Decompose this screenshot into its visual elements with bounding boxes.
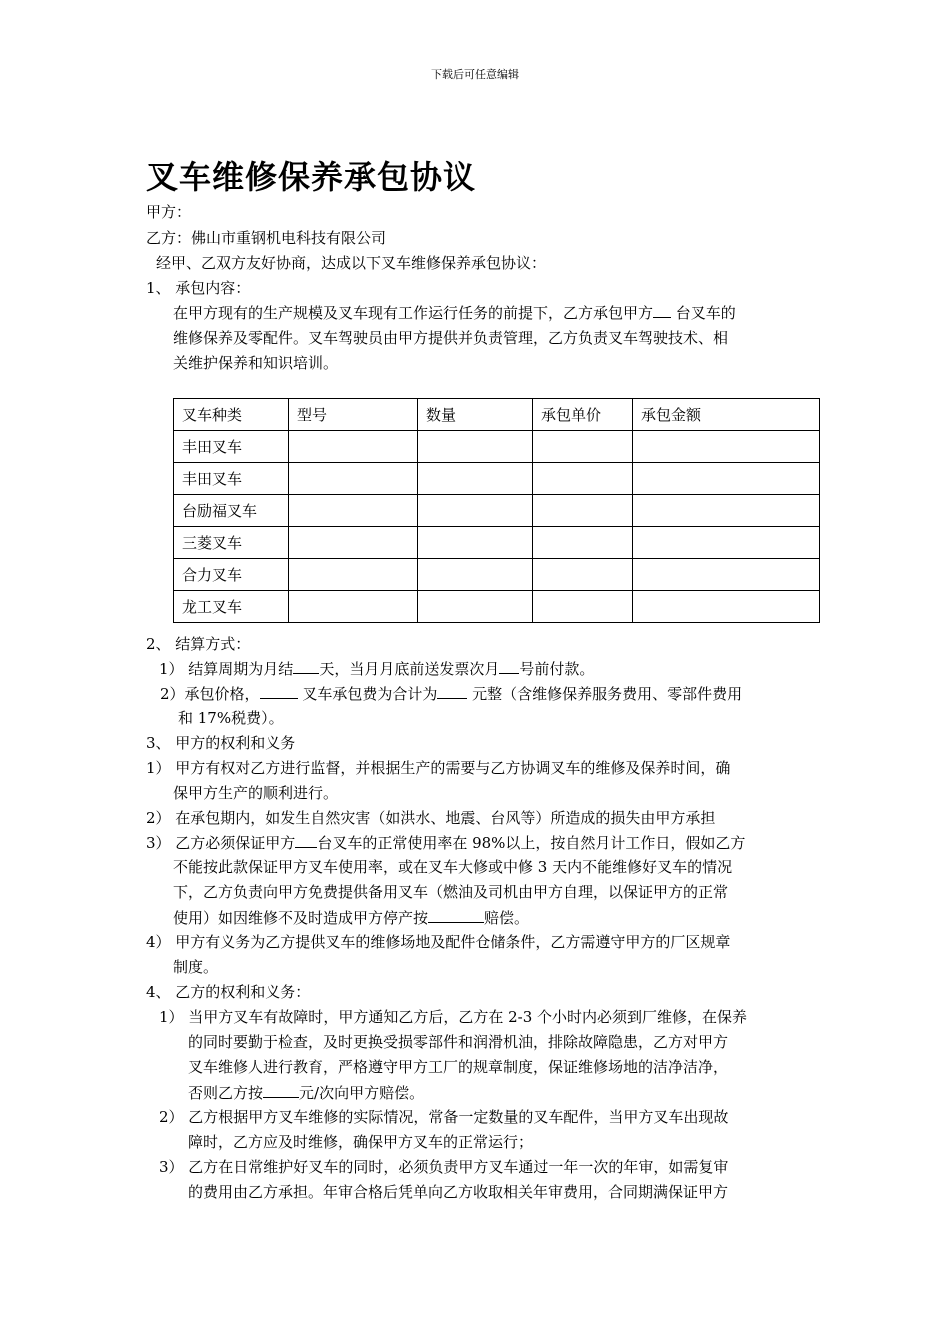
blank-count — [653, 302, 671, 318]
party-b: 乙方：佛山市重钢机电科技有限公司 — [146, 229, 387, 247]
blank-fine — [263, 1082, 299, 1098]
section-4-item-1-line-2: 的同时要勤于检查，及时更换受损零部件和润滑机油，排除故障隐患，乙方对甲方 — [188, 1033, 729, 1051]
table-row — [174, 559, 820, 591]
table-row — [174, 431, 820, 463]
section-3-item-1-cont: 保甲方生产的顺利进行。 — [173, 784, 339, 802]
table-row — [174, 495, 820, 527]
page-header: 下载后可任意编辑 — [431, 68, 519, 81]
table-header-cell: 承包金额 — [633, 399, 820, 431]
table-header-cell: 型号 — [289, 399, 418, 431]
section-4-item-2: 2） 乙方根据甲方叉车维修的实际情况，常备一定数量的叉车配件，当甲方叉车出现故 — [159, 1108, 729, 1126]
section-4-item-2-cont: 障时，乙方应及时维修，确保甲方叉车的正常运行； — [188, 1133, 534, 1151]
table-row — [174, 527, 820, 559]
section-3-item-3-line-2: 不能按此款保证甲方叉车使用率，或在叉车大修或中修 3 天内不能维修好叉车的情况 — [173, 858, 733, 876]
section-2-item-2-cont: 和 17%税费）。 — [178, 709, 284, 727]
section-1-line-3: 关维护保养和知识培训。 — [173, 354, 339, 372]
section-1-heading: 1、 承包内容： — [146, 279, 251, 297]
table-row — [174, 463, 820, 495]
blank-units — [295, 832, 317, 848]
table-cell-type: 台励福叉车 — [174, 495, 289, 527]
section-1-line-2: 维修保养及零配件。叉车驾驶员由甲方提供并负责管理，乙方负责叉车驾驶技术、相 — [173, 329, 729, 347]
table-header-cell: 数量 — [418, 399, 533, 431]
table-header-row — [174, 399, 820, 431]
table-cell-type: 合力叉车 — [174, 559, 289, 591]
section-3-item-2: 2） 在承包期内，如发生自然灾害（如洪水、地震、台风等）所造成的损失由甲方承担 — [146, 809, 716, 827]
blank-day — [499, 658, 519, 674]
table-cell-type: 龙工叉车 — [174, 591, 289, 623]
page-title: 叉车维修保养承包协议 — [146, 158, 477, 196]
intro: 经甲、乙双方友好协商，达成以下叉车维修保养承包协议： — [156, 254, 547, 272]
table-header-cell: 叉车种类 — [174, 399, 289, 431]
section-2-heading: 2、 结算方式： — [146, 635, 251, 653]
section-4-item-1-line-3: 叉车维修人进行教育，严格遵守甲方工厂的规章制度，保证维修场地的洁净洁净， — [188, 1058, 729, 1076]
blank-compensation — [428, 907, 484, 923]
table-cell-type: 三菱叉车 — [174, 527, 289, 559]
section-4-item-1: 1） 当甲方叉车有故障时，甲方通知乙方后，乙方在 2-3 个小时内必须到厂维修，在保养 — [159, 1008, 748, 1026]
blank-qty — [260, 683, 298, 699]
section-4-item-3-cont: 的费用由乙方承担。年审合格后凭单向乙方收取相关年审费用，合同期满保证甲方 — [188, 1183, 729, 1201]
section-3-item-3-line-3: 下，乙方负责向甲方免费提供备用叉车（燃油及司机由甲方自理，以保证甲方的正常 — [173, 883, 729, 901]
table-header-cell: 承包单价 — [533, 399, 633, 431]
table-cell-type: 丰田叉车 — [174, 431, 289, 463]
blank-days — [293, 658, 319, 674]
party-a: 甲方： — [146, 203, 192, 221]
section-3-heading: 3、 甲方的权利和义务 — [146, 734, 296, 752]
forklift-table — [173, 398, 820, 623]
section-2-item-2: 2）承包价格， 叉车承包费为合计为 元整（含维修保养服务费用、零部件费用 — [160, 685, 743, 703]
table-cell-type: 丰田叉车 — [174, 463, 289, 495]
section-3-item-4: 4） 甲方有义务为乙方提供叉车的维修场地及配件仓储条件，乙方需遵守甲方的厂区规章 — [146, 933, 731, 951]
table-row — [174, 591, 820, 623]
section-3-item-1: 1） 甲方有权对乙方进行监督，并根据生产的需要与乙方协调叉车的维修及保养时间，确 — [146, 759, 731, 777]
section-3-item-3-line-4: 使用）如因维修不及时造成甲方停产按 赔偿。 — [173, 909, 530, 927]
section-2-item-1: 1） 结算周期为月结 天，当月月底前送发票次月 号前付款。 — [159, 660, 595, 678]
section-1-line-1: 在甲方现有的生产规模及叉车现有工作运行任务的前提下，乙方承包甲方 台叉车的 — [173, 304, 736, 322]
section-3-item-4-cont: 制度。 — [173, 958, 219, 976]
section-4-heading: 4、 乙方的权利和义务： — [146, 983, 311, 1001]
section-4-item-3: 3） 乙方在日常维护好叉车的同时，必须负责甲方叉车通过一年一次的年审，如需复审 — [159, 1158, 729, 1176]
blank-total — [437, 683, 467, 699]
section-3-item-3: 3） 乙方必须保证甲方 台叉车的正常使用率在 98%以上，按自然月计工作日，假如乙方 — [146, 834, 746, 852]
section-4-item-1-line-4: 否则乙方按 元/次向甲方赔偿。 — [188, 1084, 425, 1102]
